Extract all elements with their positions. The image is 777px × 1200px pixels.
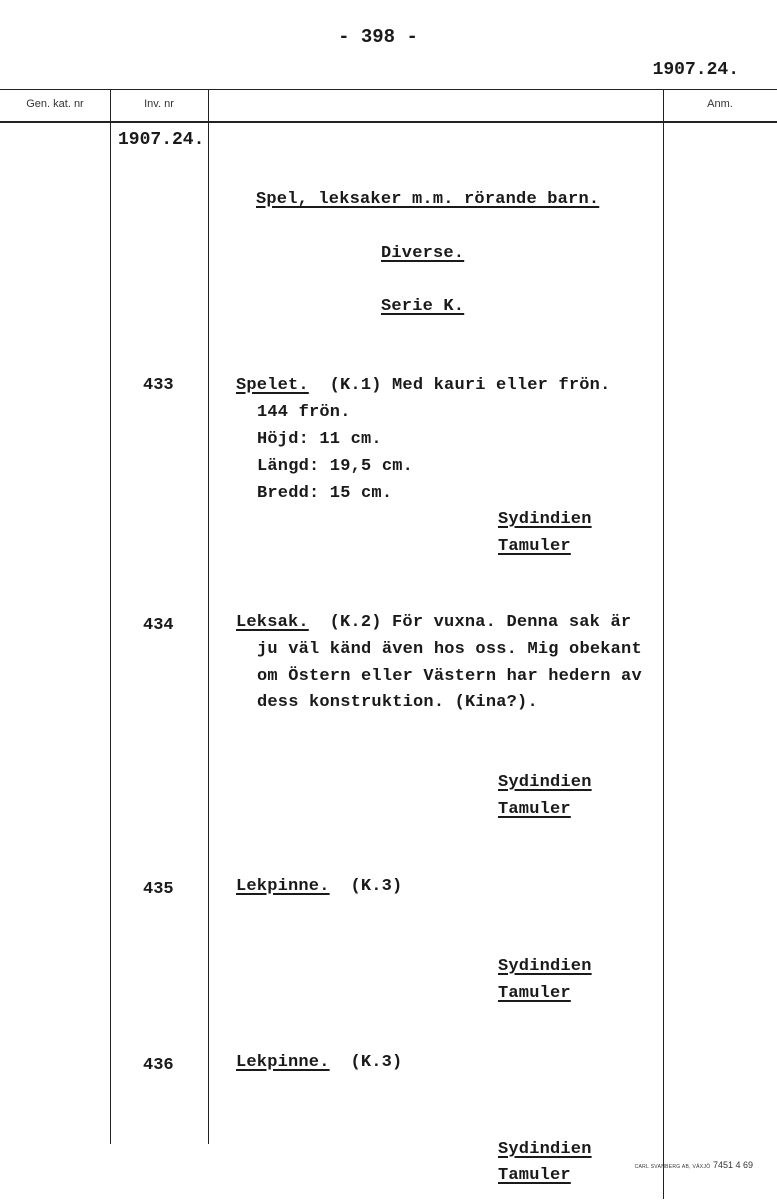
entry-term: Leksak. <box>236 613 309 632</box>
entry-continuation: om Östern eller Västern har hedern av <box>257 667 642 686</box>
section-heading: Spel, leksaker m.m. rörande barn. <box>256 190 600 209</box>
printer-imprint <box>635 1160 753 1170</box>
entry-text: (K.1) Med kauri eller frön. <box>329 376 611 395</box>
entry-number: 435 <box>143 880 174 899</box>
entry-detail: Bredd: 15 cm. <box>257 484 393 503</box>
printer-name: CARL SVANBERG AB, VÄXJÖ <box>634 1164 711 1170</box>
entry-number: 434 <box>143 616 174 635</box>
column-divider-inv-right <box>208 89 209 1144</box>
entry-term: Spelet. <box>236 376 309 395</box>
entry-text: (K.3) <box>350 1053 403 1072</box>
entry-term: Lekpinne. <box>236 1053 330 1072</box>
entry-region: Sydindien <box>498 773 592 792</box>
entry-people: Tamuler <box>498 1166 571 1185</box>
header-bottom-rule <box>0 121 777 123</box>
entry-line <box>236 877 402 896</box>
entry-line <box>236 376 610 395</box>
column-header-anm: Anm. <box>707 98 733 110</box>
entry-number: 436 <box>143 1056 174 1075</box>
entry-detail: Längd: 19,5 cm. <box>257 457 414 476</box>
entry-term: Lekpinne. <box>236 877 330 896</box>
entry-text: (K.3) <box>350 877 403 896</box>
entry-people: Tamuler <box>498 800 571 819</box>
subheading-diverse: Diverse. <box>381 244 465 263</box>
entry-continuation: ju väl känd även hos oss. Mig obekant <box>257 640 642 659</box>
form-code: 7451 4 69 <box>712 1160 753 1170</box>
entry-line <box>236 1053 402 1072</box>
entry-detail: 144 frön. <box>257 403 351 422</box>
subheading-serie: Serie K. <box>381 297 465 316</box>
entry-region: Sydindien <box>498 510 592 529</box>
inventory-reference: 1907.24. <box>118 130 205 150</box>
entry-text: (K.2) För vuxna. Denna sak är <box>329 613 632 632</box>
entry-people: Tamuler <box>498 537 571 556</box>
header-top-rule <box>0 89 777 90</box>
catalog-reference: 1907.24. <box>652 60 739 80</box>
entry-region: Sydindien <box>498 1140 592 1159</box>
column-header-gen-kat: Gen. kat. nr <box>26 98 84 110</box>
column-divider-inv-left <box>110 89 111 1144</box>
entry-region: Sydindien <box>498 957 592 976</box>
entry-number: 433 <box>143 376 174 395</box>
entry-continuation: dess konstruktion. (Kina?). <box>257 693 538 712</box>
entry-detail: Höjd: 11 cm. <box>257 430 382 449</box>
column-divider-anm <box>663 89 664 1199</box>
column-header-inv: Inv. nr <box>144 98 174 110</box>
entry-line <box>236 613 631 632</box>
page-number: - 398 - <box>338 26 418 48</box>
entry-people: Tamuler <box>498 984 571 1003</box>
